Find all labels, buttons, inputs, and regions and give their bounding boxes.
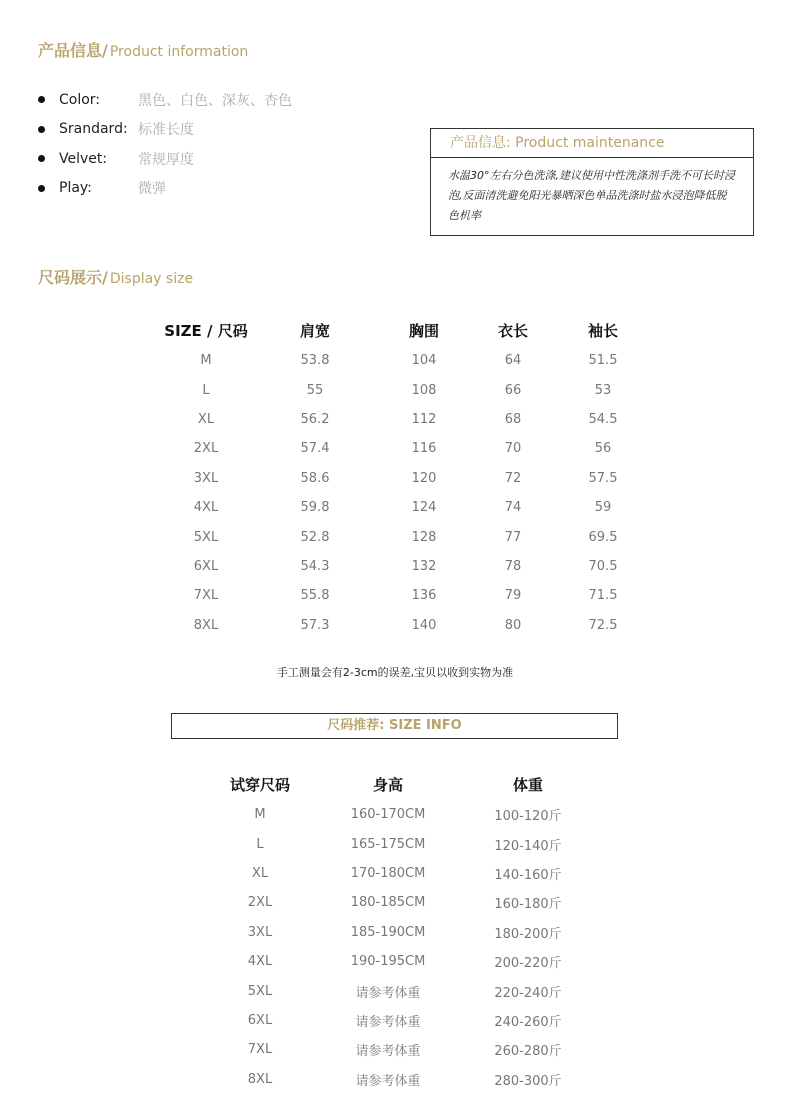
size-cell: 7XL [193, 588, 219, 604]
size-table [160, 314, 650, 640]
size-cell: 58.6 [300, 470, 330, 486]
size-cell: 128 [411, 529, 437, 545]
size-cell: 140 [411, 617, 437, 633]
size-cell: 53 [594, 382, 612, 398]
rec-cell: 8XL [247, 1071, 273, 1087]
table-row [160, 346, 650, 375]
size-info-title: 尺码推荐: SIZE INFO [171, 713, 618, 739]
rec-cell: 请参考体重 [355, 1073, 421, 1089]
rec-header-cell: 体重 [512, 775, 543, 794]
rec-cell: 240-260斤 [494, 1014, 562, 1030]
size-cell: 66 [504, 382, 522, 398]
rec-cell: 160-170CM [350, 807, 426, 823]
table-row [210, 1006, 590, 1035]
table-row [160, 405, 650, 434]
rec-cell: 170-180CM [350, 865, 426, 881]
rec-cell: 请参考体重 [355, 1044, 421, 1060]
info-item-color [38, 85, 292, 115]
size-cell: 72 [504, 470, 522, 486]
rec-cell: 180-200斤 [494, 926, 562, 942]
size-cell: 72.5 [588, 617, 618, 633]
size-cell: M [200, 353, 212, 369]
rec-cell: 100-120斤 [494, 809, 562, 825]
size-cell: 77 [504, 529, 522, 545]
size-cell: 112 [411, 411, 437, 427]
size-cell: 80 [504, 617, 522, 633]
size-recommendation-table [210, 768, 590, 1094]
rec-cell: 220-240斤 [494, 985, 562, 1001]
display-size-heading [38, 265, 193, 288]
size-cell: 64 [504, 353, 522, 369]
rec-cell: 190-195CM [350, 954, 426, 970]
size-cell: 78 [504, 558, 522, 574]
table-row [210, 976, 590, 1005]
info-value: 常规厚度 [138, 151, 194, 168]
info-value: 标准长度 [138, 122, 194, 139]
maintenance-box [430, 128, 754, 236]
size-cell: 55 [306, 382, 324, 398]
size-cell: L [202, 382, 210, 398]
rec-cell: 200-220斤 [494, 956, 562, 972]
size-cell: 56.2 [300, 411, 330, 427]
rec-cell: 280-300斤 [494, 1073, 562, 1089]
info-key: Color: [59, 91, 101, 108]
size-cell: 108 [411, 382, 437, 398]
rec-cell: 180-185CM [350, 895, 426, 911]
size-table-header [160, 314, 650, 346]
info-item-play [38, 174, 292, 204]
size-cell: 69.5 [588, 529, 618, 545]
size-cell: 55.8 [300, 588, 330, 604]
size-cell: 57.3 [300, 617, 330, 633]
bullet-icon [38, 155, 45, 162]
size-cell: 57.4 [300, 441, 330, 457]
rec-table-header [210, 768, 590, 800]
size-cell: 120 [411, 470, 437, 486]
size-cell: 2XL [193, 441, 219, 457]
product-info-title-en: Product information [109, 44, 249, 60]
size-cell: 57.5 [588, 470, 618, 486]
size-cell: 79 [504, 588, 522, 604]
size-header-cell: 袖长 [587, 321, 618, 340]
table-row [160, 552, 650, 581]
rec-table-body [210, 800, 590, 1094]
maintenance-title: 产品信息: Product maintenance [431, 129, 753, 158]
size-header-cell: 肩宽 [299, 321, 330, 340]
size-table-body [160, 346, 650, 640]
table-row [210, 918, 590, 947]
size-cell: 71.5 [588, 588, 618, 604]
rec-cell: 5XL [247, 983, 273, 999]
info-value: 黑色、白色、深灰、杏色 [138, 92, 292, 109]
table-row [160, 375, 650, 404]
size-cell: 116 [411, 441, 437, 457]
rec-cell: XL [251, 865, 269, 881]
size-cell: 53.8 [300, 353, 330, 369]
table-row [210, 859, 590, 888]
display-size-title-cn: 尺码展示/ [38, 268, 108, 287]
table-row [160, 522, 650, 551]
rec-cell: 请参考体重 [355, 985, 421, 1001]
measurement-note: 手工测量会有2-3cm的误差,宝贝以收到实物为准 [276, 666, 514, 679]
size-cell: 56 [594, 441, 612, 457]
bullet-icon [38, 185, 45, 192]
info-item-standard [38, 115, 292, 145]
size-cell: 54.5 [588, 411, 618, 427]
display-size-title-en: Display size [109, 271, 194, 287]
size-header-cell: SIZE / 尺码 [164, 321, 248, 340]
size-cell: 3XL [193, 470, 219, 486]
table-row [160, 434, 650, 463]
maintenance-text: 水温30°左右分色洗涤,建议使用中性洗涤剂手洗不可长时浸泡,反面清洗避免阳光暴晒深色单品洗涤时盐水浸泡降低脱色机率 [448, 169, 735, 222]
table-row [160, 493, 650, 522]
info-value: 微弹 [138, 181, 166, 198]
size-cell: 51.5 [588, 353, 618, 369]
table-row [160, 581, 650, 610]
size-cell: 54.3 [300, 558, 330, 574]
size-cell: 59.8 [300, 500, 330, 516]
table-row [210, 829, 590, 858]
rec-cell: 120-140斤 [494, 838, 562, 854]
rec-cell: 4XL [247, 954, 273, 970]
size-header-cell: 衣长 [497, 321, 528, 340]
table-row [160, 464, 650, 493]
size-cell: 6XL [193, 558, 219, 574]
size-cell: 52.8 [300, 529, 330, 545]
size-cell: XL [197, 411, 215, 427]
rec-cell: 260-280斤 [494, 1044, 562, 1060]
size-cell: 4XL [193, 500, 219, 516]
rec-cell: 3XL [247, 924, 273, 940]
rec-cell: 7XL [247, 1042, 273, 1058]
size-cell: 8XL [193, 617, 219, 633]
product-info-title-cn: 产品信息/ [38, 41, 108, 60]
rec-cell: 6XL [247, 1012, 273, 1028]
rec-header-cell: 试穿尺码 [229, 775, 290, 794]
size-cell: 124 [411, 500, 437, 516]
size-header-cell: 胸围 [408, 321, 439, 340]
rec-cell: 185-190CM [350, 924, 426, 940]
size-cell: 132 [411, 558, 437, 574]
size-cell: 70 [504, 441, 522, 457]
rec-cell: 140-160斤 [494, 867, 562, 883]
rec-header-cell: 身高 [372, 775, 403, 794]
size-cell: 74 [504, 500, 522, 516]
rec-cell: 160-180斤 [494, 897, 562, 913]
product-info-list [38, 85, 292, 203]
table-row [210, 1035, 590, 1064]
size-cell: 104 [411, 353, 437, 369]
size-cell: 59 [594, 500, 612, 516]
size-cell: 5XL [193, 529, 219, 545]
table-row [160, 611, 650, 640]
rec-cell: M [254, 807, 266, 823]
bullet-icon [38, 126, 45, 133]
table-row [210, 947, 590, 976]
rec-cell: 2XL [247, 895, 273, 911]
size-cell: 68 [504, 411, 522, 427]
product-info-heading [38, 38, 248, 61]
table-row [210, 800, 590, 829]
info-key: Velvet: [59, 150, 108, 167]
table-row [210, 888, 590, 917]
size-cell: 70.5 [588, 558, 618, 574]
info-key: Srandard: [59, 121, 128, 138]
rec-cell: 165-175CM [350, 836, 426, 852]
info-key: Play: [59, 180, 92, 197]
size-cell: 136 [411, 588, 437, 604]
rec-cell: L [256, 836, 264, 852]
bullet-icon [38, 96, 45, 103]
rec-cell: 请参考体重 [355, 1014, 421, 1030]
info-item-velvet [38, 144, 292, 174]
table-row [210, 1065, 590, 1094]
